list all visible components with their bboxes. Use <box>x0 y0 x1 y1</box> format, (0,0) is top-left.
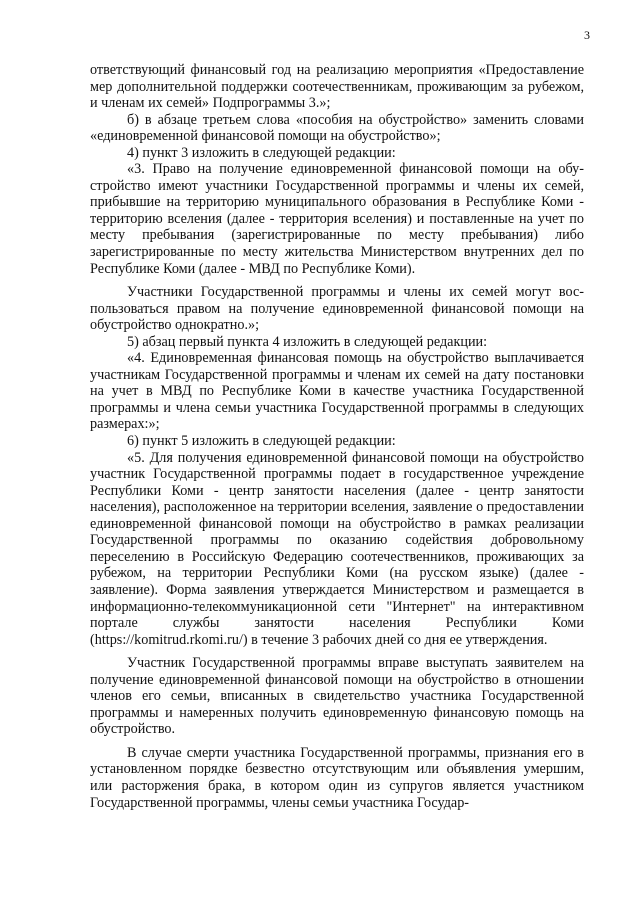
paragraph-applicant: Участник Государственной программы вправе выступать заявителем на получение единовременной финансовой помощи на обустройство в отношении членов его семьи, вписанных в свидетельство участника Государственной программы и намеренных получить единовременную финансовую помощь на обустройство. <box>90 655 584 738</box>
document-body <box>90 62 584 811</box>
paragraph-item-5: 5) абзац первый пункта 4 изложить в следующей редакции: <box>127 333 488 350</box>
paragraph-clause-5: «5. Для получения единовременной финансовой помощи на обустройство участник Государственной программы подает в государственное учреждение Республики Коми - центр занятости населения (далее - центр занятости населения), расположенное на территории вселения, заявление о предоставлении единовременной финансовой помощи на обустройство в рамках реализации Государственной программы по оказанию содействия добровольному переселению в Российскую Федерацию соотечественников, проживающих за рубежом, на территории Республики Коми (на русском языке) (далее - заявление). Форма заявления утверждается Министерством и размещается в информационно-телекоммуникационной сети "Интернет" на интерактивном портале службы занятости населения Республики Коми (https://komitrud.rkomi.ru/) в течение 3 рабочих дней со дня ее утверждения. <box>90 449 584 648</box>
paragraph-item-6: 6) пункт 5 изложить в следующей редакции: <box>127 433 396 450</box>
paragraph-clause-3: «3. Право на получение единовременной финансовой помощи на обустройство имеют участники Государственной программы и члены их семей, прибывшие на территорию муниципального образования в Республике Коми - территорию вселения (далее - территория вселения) и поставленные на учет по месту пребывания (зарегистрированные по месту пребывания) либо зарегистрированные по месту жительства Министерством внутренних дел по Республике Коми (далее - МВД по Республике Коми). <box>90 161 584 277</box>
paragraph-clause-3-part-2: Участники Государственной программы и члены их семей могут воспользоваться правом на получение единовременной финансовой помощи на обустройство однократно.»; <box>90 284 584 334</box>
paragraph-clause-4: «4. Единовременная финансовая помощь на обустройство выплачивается участникам Государственной программы и членам их семей на дату постановки на учет в МВД по Республике Коми в качестве участника Государственной программы и члена семьи участника Государственной программы в следующих размерах:»; <box>90 350 584 433</box>
page-number: 3 <box>584 28 590 42</box>
paragraph-item-4: 4) пункт 3 изложить в следующей редакции: <box>127 144 396 161</box>
paragraph-death-case: В случае смерти участника Государственной программы, признания его в установленном порядке безвестно отсутствующим или объявления умершим, или расторжения брака, в котором один из супругов является участником Государственной программы, члены семьи участника Государ- <box>90 744 584 811</box>
paragraph-continuation: ответствующий финансовый год на реализацию мероприятия «Предоставление мер дополнительной поддержки соотечественникам, проживающим за рубежом, и членам их семей» Подпрограммы 3.»; <box>90 62 584 112</box>
paragraph-subitem-b: б) в абзаце третьем слова «пособия на обустройство» заменить словами «единовременной финансовой помощи на обустройство»; <box>90 111 584 145</box>
